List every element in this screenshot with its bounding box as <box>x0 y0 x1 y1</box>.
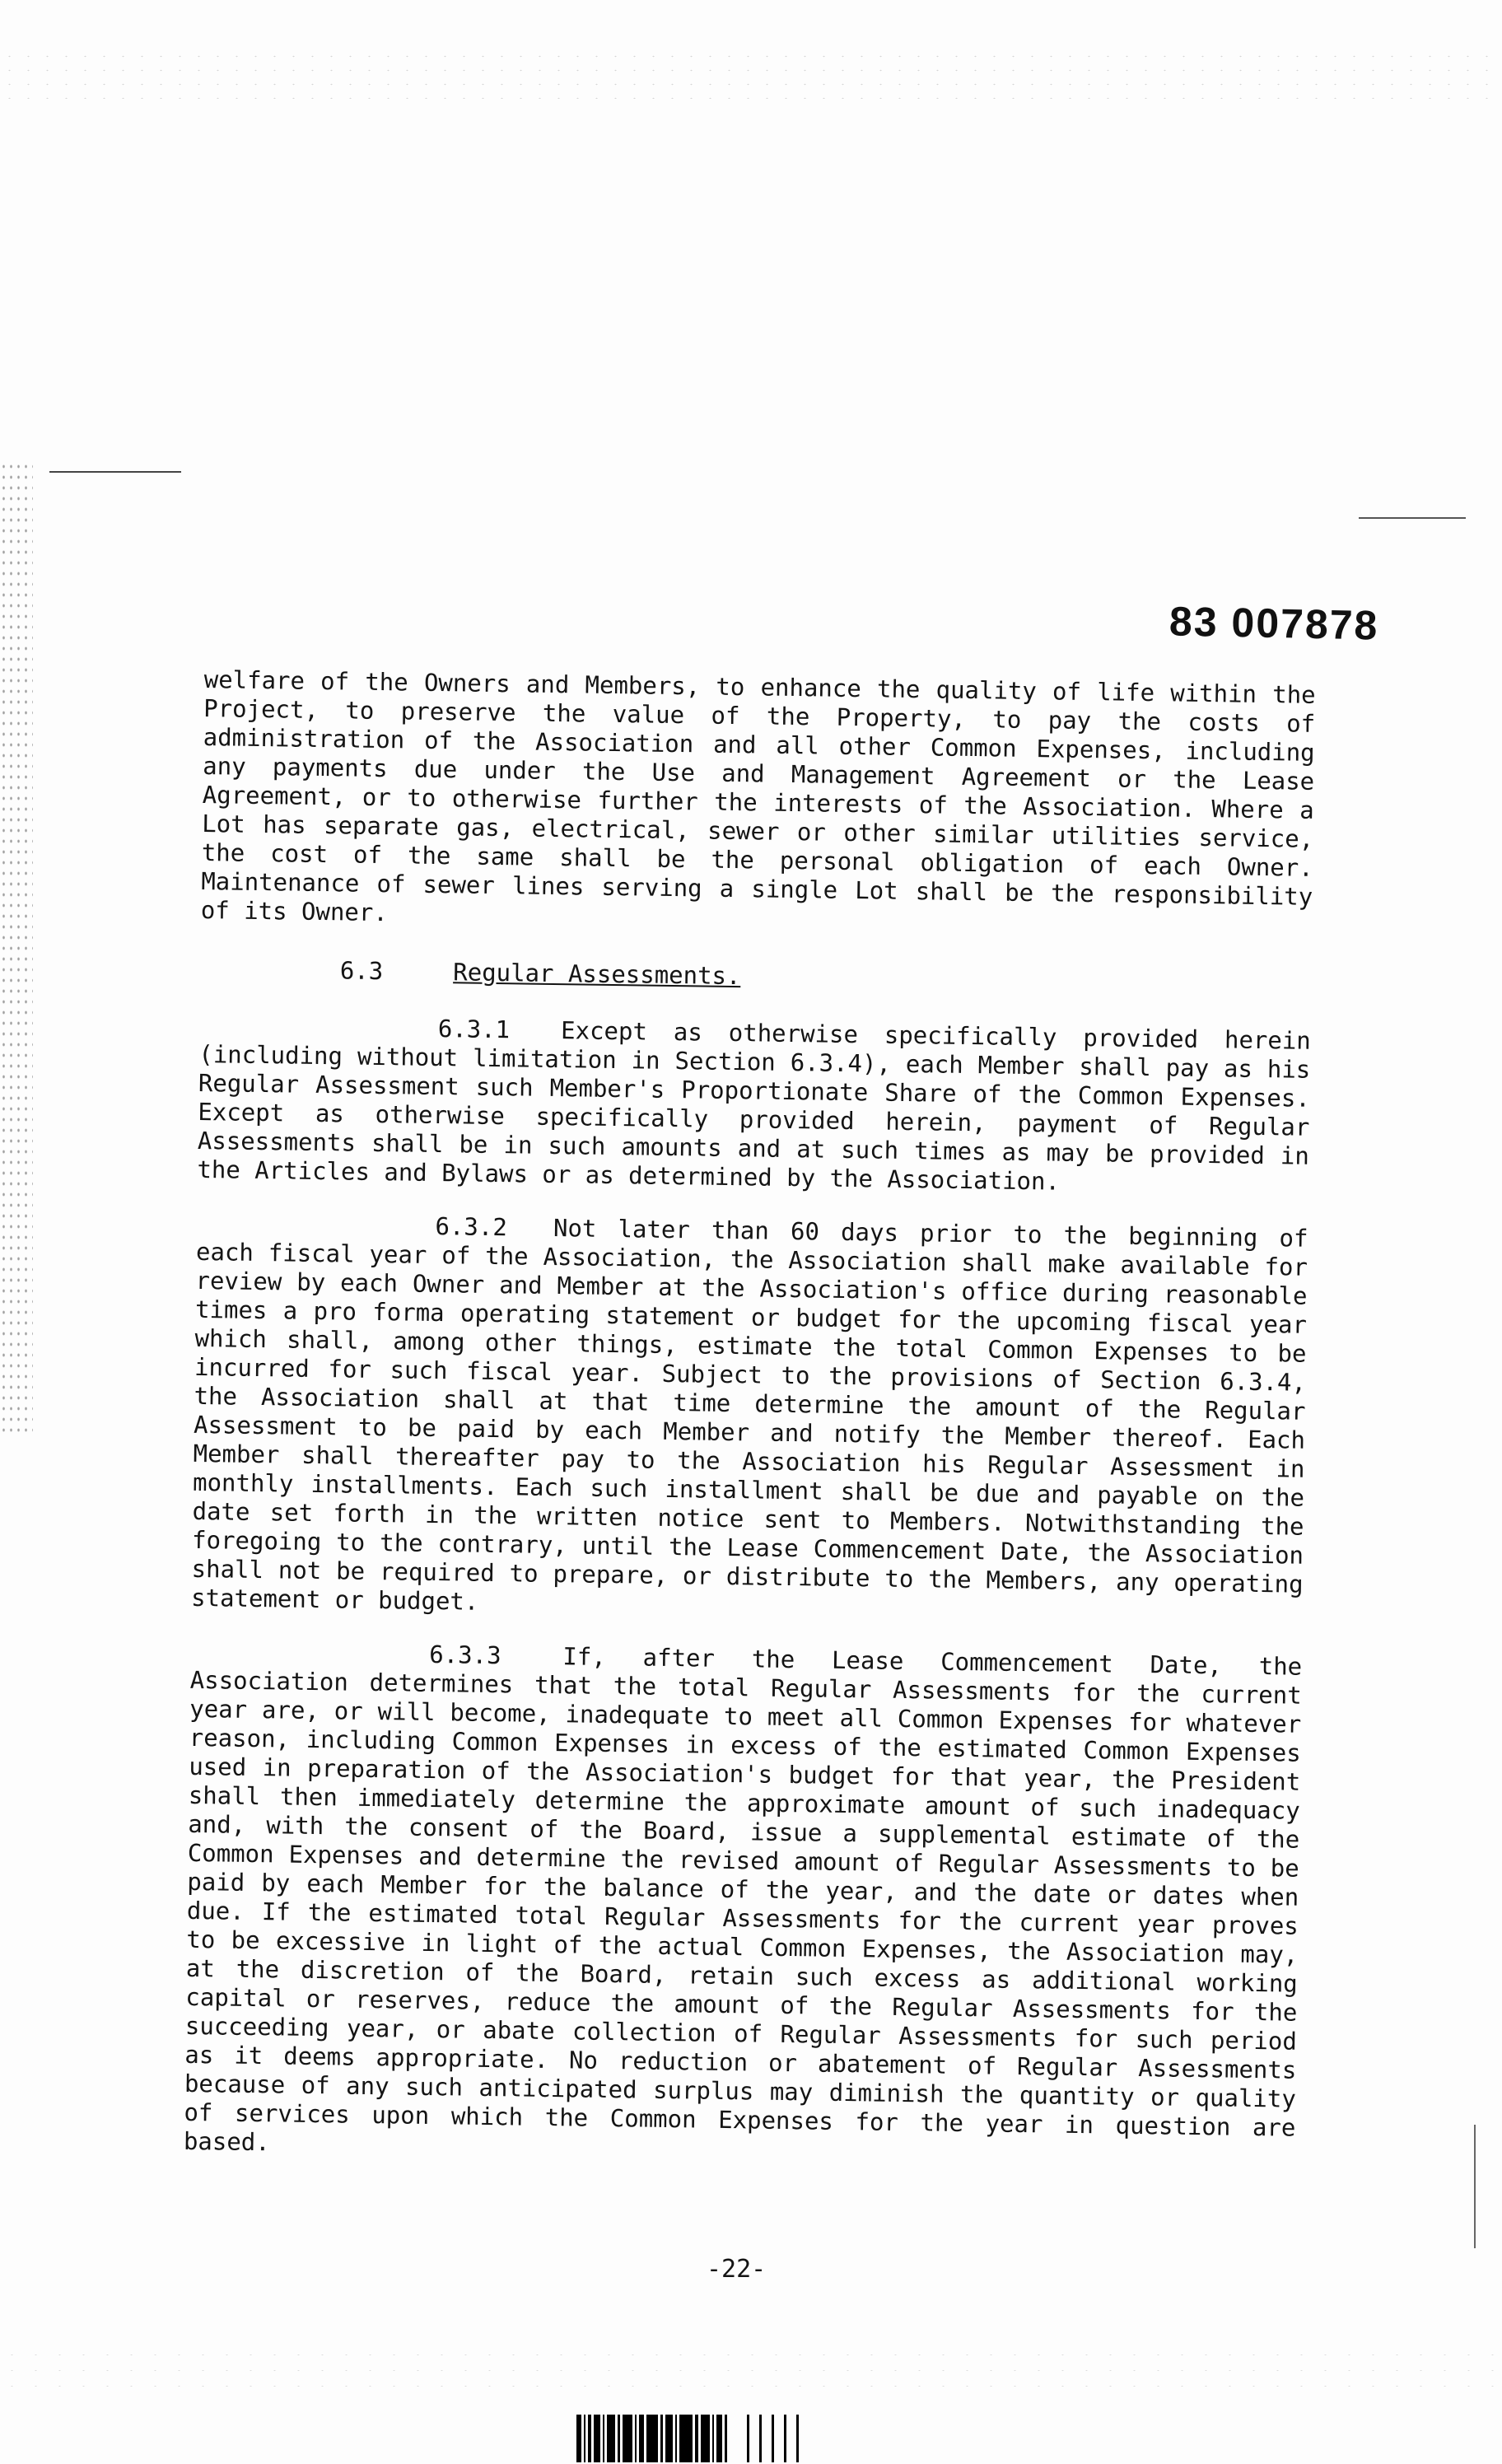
intro-paragraph: welfare of the Owners and Members, to enhance the quality of life within the Project, to preserve the value of the Property, to pay the costs of administration of the Association and all other Common Expenses, including any payments due under the Use and Management Agreement or the Lease Agreement, or to otherwise further the interests of the Association. Where a Lot has separate gas, electrical, sewer or other similar utilities service, the cost of the same shall be the personal obligation of each Owner. Maintenance of sewer lines serving a single Lot shall be the responsibility of its Owner. <box>200 665 1316 927</box>
subsection-text: If, after the Lease Commencement Date, the Association determines that the total Regular Assessments for the current year are, or will become, inadequate to meet all Common Expenses for whatever reason, including Common Expenses in excess of the estimated Common Expenses used in preparation of the Association's budget for that year, the President shall then immediately determine the approximate amount of such inadequacy and, with the consent of the Board, issue a supplemental estimate of the Common Expenses and determine the revised amount of Regular Assessments to be paid by each Member for the balance of the year, and the date or dates when due. If the estimated total Regular Assessments for the current year proves to be excessive in light of the actual Common Expenses, the Association may, at the discretion of the Board, retain such excess as additional working capital or reserves, reduce the amount of the Regular Assessments for the succeeding year, or abate collection of Regular Assessments for such period as it deems appropriate. No reduction or abatement of Regular Assessments because of any such anticipated surplus may diminish the quantity or quality of services upon which the Common Expenses for the year in question are based. <box>183 1642 1303 2157</box>
scan-noise-bottom <box>0 2347 1502 2388</box>
subsection-text: Not later than 60 days prior to the beginning of each fiscal year of the Association, the Association shall make available for review by each Owner and Member at the Association's office during reasonable times a pro forma operating statement or budget for the upcoming fiscal year which shall, among other things, estimate the total Common Expenses to be incurred for such fiscal year. Subject to the provisions of Section 6.3.4, the Association shall at that time determine the amount of the Regular Assessment to be paid by each Member and notify the Member thereof. Each Member shall thereafter pay to the Association his Regular Assessment in monthly installments. Each such installment shall be due and payable on the date set forth in the written notice sent to Members. Notwithstanding the foregoing to the contrary, until the Lease Commencement Date, the Association shall not be required to prepare, or distribute to the Members, any operating statement or budget. <box>190 1213 1308 1616</box>
subsection-number: 6.3.3 <box>429 1640 501 1670</box>
subsection-6-3-2 <box>191 1209 1308 1628</box>
barcode-image <box>576 2415 906 2462</box>
subsection-number: 6.3.2 <box>435 1211 508 1242</box>
subsection-6-3-1 <box>197 1011 1311 1200</box>
section-title: Regular Assessments. <box>453 958 741 991</box>
section-number: 6.3 <box>339 956 384 986</box>
scan-line-right-edge <box>1474 2125 1476 2248</box>
scan-line-top-right <box>1359 517 1466 519</box>
page-number: -22- <box>707 2255 767 2284</box>
document-body <box>183 665 1316 2196</box>
section-heading <box>200 954 1312 999</box>
scan-line-top-left <box>49 471 181 473</box>
subsection-6-3-3 <box>184 1637 1303 2172</box>
subsection-number: 6.3.1 <box>437 1015 511 1044</box>
scan-noise-left-edge <box>0 461 33 1433</box>
subsection-text: Except as otherwise specifically provided herein (including without limitation in Section 6.3.4), each Member shall pay as his Regular Assessment such Member's Proportionate Share of the Common Expenses. Except as otherwise specifically provided herein, payment of Regular Assessments shall be in such amounts and at such times as may be provided in the Articles and Bylaws or as determined by the Association. <box>197 1016 1312 1196</box>
scan-noise-top <box>0 49 1502 99</box>
document-number-stamp: 83 007878 <box>1168 598 1379 649</box>
